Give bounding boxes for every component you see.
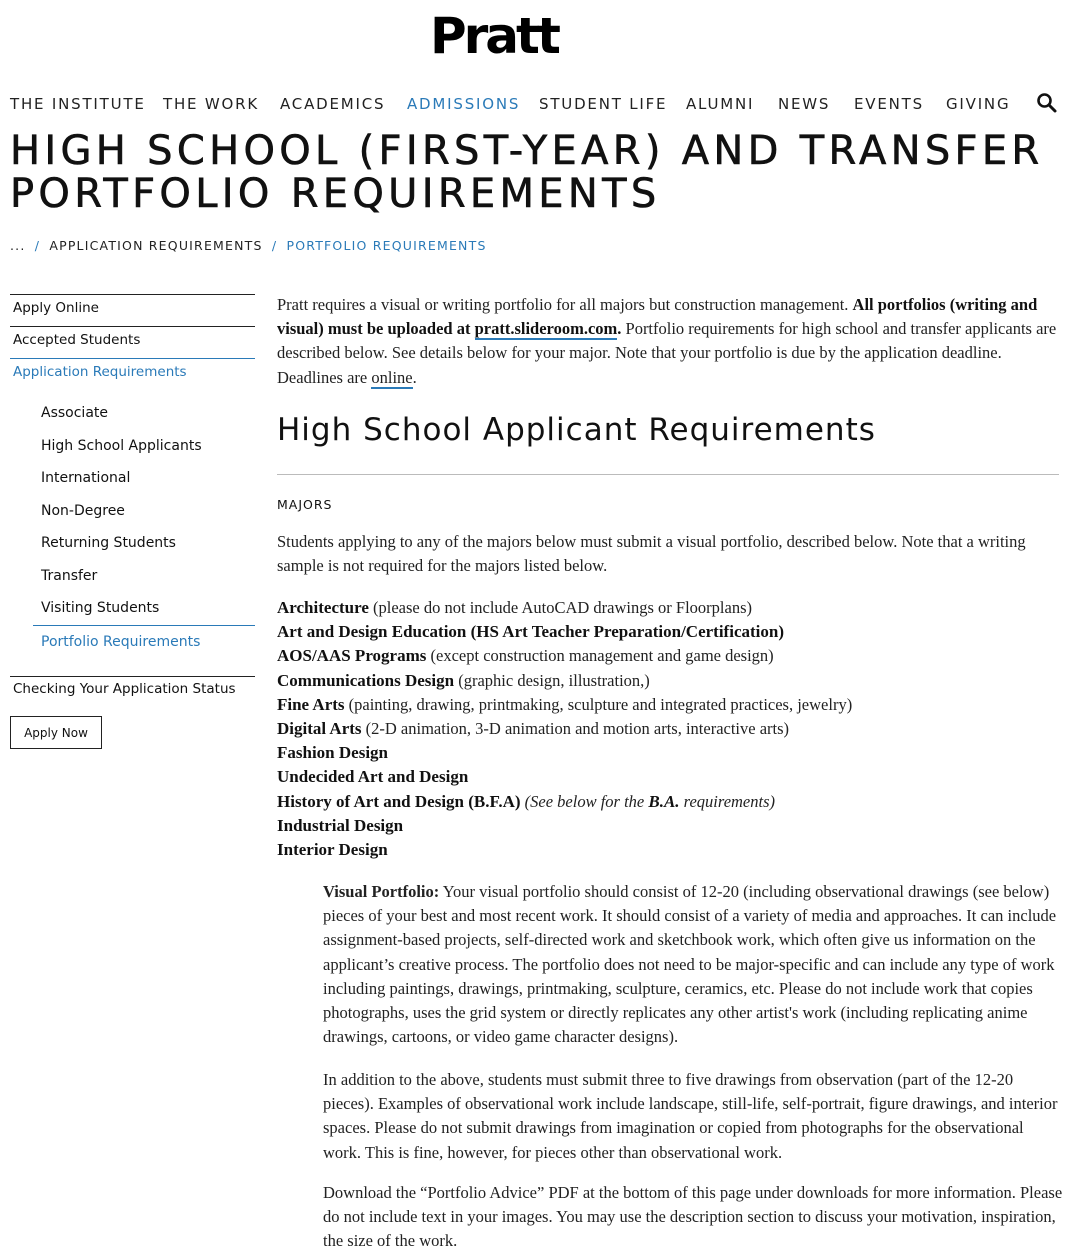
list-item: History of Art and Design (B.F.A) (See below for the B.A. requirements): [277, 791, 776, 811]
nav-news[interactable]: NEWS: [778, 95, 831, 113]
nav-student-life[interactable]: STUDENT LIFE: [539, 95, 668, 113]
sidebar-item-apply-online[interactable]: Apply Online: [10, 294, 255, 326]
list-item: Fashion Design: [277, 743, 388, 763]
sidebar-subitem-visiting-students[interactable]: Visiting Students: [41, 600, 160, 616]
list-item: Undecided Art and Design: [277, 767, 469, 787]
portfolio-advice-paragraph: Download the “Portfolio Advice” PDF at the bottom of this page under downloads for more information. Please do not include text in your images. You may use the description section to discuss your motivation, inspiration, the size of the work.: [323, 1183, 1063, 1251]
breadcrumb-parent[interactable]: APPLICATION REQUIREMENTS: [49, 238, 263, 253]
sidebar-subitem-non-degree[interactable]: Non-Degree: [41, 502, 125, 519]
nav-admissions[interactable]: ADMISSIONS: [407, 95, 521, 113]
nav-the-work[interactable]: THE WORK: [163, 95, 259, 113]
sidebar-subitem-returning-students[interactable]: Returning Students: [41, 535, 176, 551]
nav-events[interactable]: EVENTS: [854, 95, 924, 113]
sidebar-item-application-requirements[interactable]: Application Requirements: [10, 358, 255, 397]
nav-the-institute[interactable]: THE INSTITUTE: [10, 95, 146, 113]
sidebar-subitem-portfolio-requirements[interactable]: Portfolio Requirements: [33, 625, 255, 658]
sidebar-subitem-international[interactable]: International: [41, 470, 131, 486]
list-item: AOS/AAS Programs (except construction management and game design): [277, 646, 774, 666]
sidebar-nav: [10, 294, 255, 707]
visual-portfolio-paragraph: Visual Portfolio: Your visual portfolio should consist of 12-20 (including observational drawings (see below) pieces of your best and most recent work. It should consist of a variety of media and approaches. It can include assignment-based projects, self-directed work and sketchbook work, which often give us information on the applicant’s creative process. The portfolio does not need to be major-specific and can include any type of work including paintings, drawings, printmaking, sculpture, ceramics, etc. Please do not include work that copies photographs, uses the grid system or directly replicates any other artist's work (including replicating anime drawings, cartoons, or video game character designs).: [323, 882, 1057, 1047]
sidebar-item-checking-status[interactable]: Checking Your Application Status: [10, 676, 255, 707]
nav-academics[interactable]: ACADEMICS: [280, 95, 386, 113]
slideroom-link[interactable]: pratt.slideroom.com: [474, 319, 618, 339]
divider: [277, 474, 1059, 475]
sidebar-subitem-associate[interactable]: Associate: [41, 405, 108, 421]
breadcrumb-sep: /: [34, 238, 41, 253]
apply-now-button[interactable]: Apply Now: [10, 716, 102, 749]
majors-label: MAJORS: [277, 497, 333, 512]
pratt-logo[interactable]: Pratt: [430, 7, 558, 65]
list-item: Art and Design Education (HS Art Teacher Preparation/Certification): [277, 622, 784, 642]
observation-paragraph: In addition to the above, students must submit three to five drawings from observation (part of the 12-20 pieces). Examples of observational work include landscape, still-life, self-portrait, figure drawings, and interior spaces. Please do not submit drawings from imagination or copied from photographs for the observational work. This is fine, however, for pieces other than observational work.: [323, 1070, 1058, 1162]
list-item: Industrial Design: [277, 815, 404, 835]
ba-requirements-note: (See below for the B.A. requirements): [524, 791, 776, 811]
list-item: Digital Arts (2-D animation, 3-D animation and motion arts, interactive arts): [277, 719, 790, 739]
search-icon[interactable]: [1036, 92, 1058, 114]
sidebar-subitem-high-school-applicants[interactable]: High School Applicants: [41, 437, 202, 454]
list-item: Interior Design: [277, 840, 388, 860]
list-item: Communications Design (graphic design, illustration,): [277, 670, 650, 690]
intro-paragraph: Pratt requires a visual or writing portfolio for all majors but construction management. All portfolios (writing and visual) must be uploaded at pratt.slideroom.com. Portfolio requirements for high school and transfer applicants are described below. See details below for your major. Note that your portfolio is due by the application deadline. Deadlines are online.: [277, 295, 1057, 387]
sidebar-subitem-transfer[interactable]: Transfer: [41, 567, 98, 584]
list-item: Architecture (please do not include AutoCAD drawings or Floorplans): [277, 598, 752, 617]
majors-list: [277, 596, 1063, 862]
main-nav: [10, 92, 1016, 116]
deadlines-online-link[interactable]: online: [371, 367, 413, 387]
breadcrumb-ellipsis[interactable]: ...: [10, 238, 26, 253]
breadcrumb: [10, 238, 487, 253]
breadcrumb-sep: /: [271, 238, 278, 253]
sidebar-item-accepted-students[interactable]: Accepted Students: [10, 326, 255, 358]
breadcrumb-current: PORTFOLIO REQUIREMENTS: [286, 238, 487, 253]
section-heading: High School Applicant Requirements: [277, 412, 876, 448]
nav-alumni[interactable]: ALUMNI: [686, 95, 755, 113]
page-title: HIGH SCHOOL (FIRST-YEAR) AND TRANSFER PORTFOLIO REQUIREMENTS: [10, 128, 1044, 217]
nav-giving[interactable]: GIVING: [946, 95, 1011, 113]
majors-intro: Students applying to any of the majors below must submit a visual portfolio, described below. Note that a writing sample is not required for the majors listed below.: [277, 532, 1026, 576]
list-item: Fine Arts (painting, drawing, printmaking, sculpture and integrated practices, jewelry): [277, 694, 853, 714]
